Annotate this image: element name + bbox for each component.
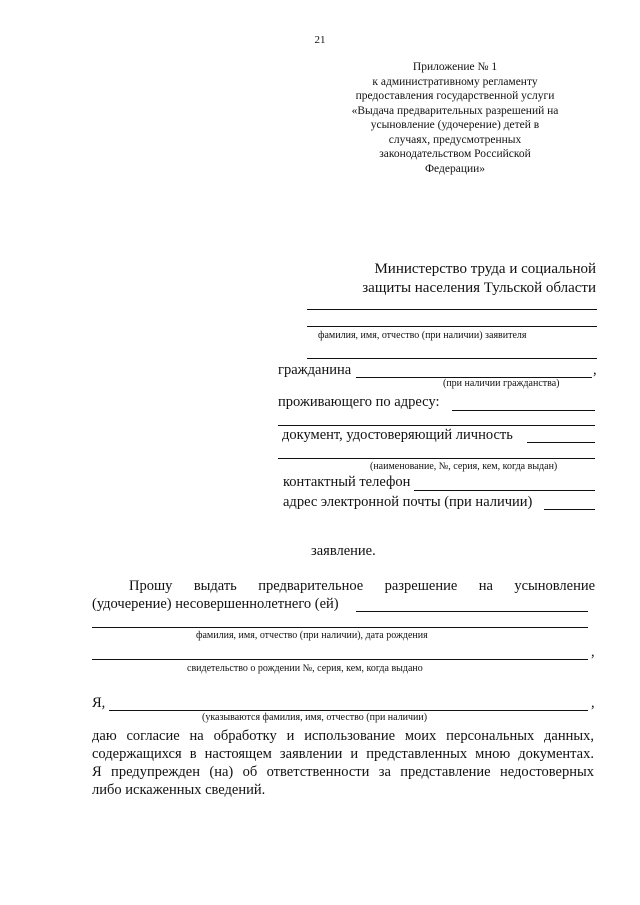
applicant-name-line-3: [307, 358, 597, 359]
statement-title: заявление.: [311, 543, 376, 559]
address-line-2: [278, 425, 595, 426]
citizen-label: гражданина: [278, 362, 352, 378]
comma: ,: [593, 362, 597, 378]
request-word: выдать: [193, 578, 237, 594]
appendix-line: законодательством Российской: [379, 148, 531, 160]
appendix-header: [330, 60, 580, 176]
consent-line-2: содержащихся в настоящем заявлении и представленных мною документах.: [92, 746, 594, 762]
appendix-line: усыновление (удочерение) детей в: [370, 119, 540, 131]
document-line-2: [278, 458, 595, 459]
comma: ,: [591, 695, 595, 711]
child-hint: фамилия, имя, отчество (при наличии), дата рождения: [196, 630, 428, 641]
consent-line-4: либо искаженных сведений.: [92, 782, 266, 798]
document-label: документ, удостоверяющий личность: [282, 427, 513, 443]
address-label: проживающего по адресу:: [278, 394, 440, 410]
address-line-1: [452, 410, 595, 411]
comma: ,: [591, 644, 595, 660]
consent-line-3: Я предупрежден (на) об ответственности за представление недостоверных: [92, 764, 594, 780]
appendix-line: Приложение № 1: [412, 61, 498, 73]
certificate-hint: свидетельство о рождении №, серия, кем, когда выдано: [187, 663, 423, 674]
appendix-line: к административному регламенту: [372, 75, 538, 88]
addressee-line-1: Министерство труда и социальной: [374, 261, 596, 277]
appendix-line: предоставления государственной услуги: [355, 90, 555, 102]
request-word: разрешение: [384, 578, 458, 594]
applicant-name-line-1: [307, 309, 597, 310]
email-line: [544, 509, 595, 510]
appendix-line: Федерации»: [424, 162, 486, 175]
request-word: усыновление: [514, 578, 596, 594]
request-word: на: [478, 578, 493, 594]
request-word: предварительное: [258, 578, 364, 594]
citizen-hint: (при наличии гражданства): [443, 378, 560, 389]
i-label: Я,: [92, 695, 106, 711]
request-line-2: (удочерение) несовершеннолетнего (ей): [92, 596, 339, 612]
name-hint: (указываются фамилия, имя, отчество (при наличии): [202, 712, 428, 723]
request-word: Прошу: [129, 578, 173, 594]
certificate-line: [92, 659, 588, 660]
page-number: 21: [314, 34, 326, 46]
phone-label: контактный телефон: [283, 474, 411, 490]
consent-line-1: даю согласие на обработку и использование моих персональных данных,: [92, 728, 594, 744]
applicant-name-line-2: [307, 326, 597, 327]
email-label: адрес электронной почты (при наличии): [283, 494, 533, 510]
child-line-1: [356, 611, 588, 612]
appendix-line: «Выдача предварительных разрешений на: [351, 104, 559, 117]
addressee-line-2: защиты населения Тульской области: [362, 280, 596, 296]
name-line: [109, 710, 588, 711]
applicant-hint: фамилия, имя, отчество (при наличии) заявителя: [318, 330, 527, 341]
document-hint: (наименование, №, серия, кем, когда выдан): [370, 461, 558, 472]
child-line-2: [92, 627, 588, 628]
phone-line: [414, 490, 595, 491]
appendix-line: случаях, предусмотренных: [388, 133, 522, 146]
request-line-1: [129, 578, 595, 595]
document-line-1: [527, 442, 595, 443]
